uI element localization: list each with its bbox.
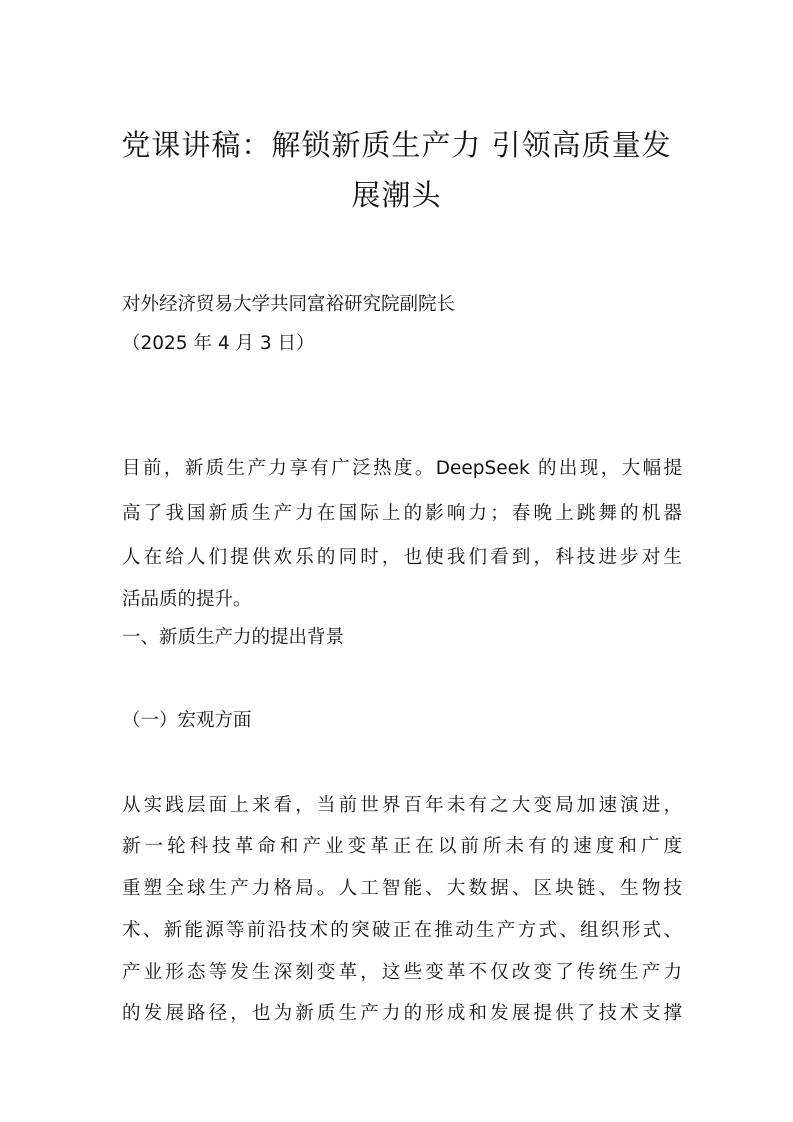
body-paragraph-line: 产业形态等发生深刻变革，这些变革不仅改变了传统生产力 bbox=[122, 962, 682, 983]
author-affiliation: 对外经济贸易大学共同富裕研究院副院长 bbox=[122, 294, 456, 315]
body-paragraph-line: 新一轮科技革命和产业变革正在以前所未有的速度和广度 bbox=[122, 836, 682, 857]
intro-paragraph-line: 人在给人们提供欢乐的同时，也使我们看到，科技进步对生 bbox=[122, 547, 682, 568]
document-title-line-1: 党课讲稿：解锁新质生产力 引领高质量发 bbox=[121, 128, 672, 162]
intro-paragraph-line: 活品质的提升。 bbox=[122, 589, 252, 610]
document-date: （2025 年 4 月 3 日） bbox=[122, 333, 315, 354]
document-title-line-2: 展潮头 bbox=[351, 178, 442, 212]
subsection-heading: （一）宏观方面 bbox=[122, 710, 252, 731]
body-paragraph-line: 的发展路径，也为新质生产力的形成和发展提供了技术支撑 bbox=[122, 1003, 682, 1024]
body-paragraph-line: 重塑全球生产力格局。人工智能、大数据、区块链、生物技 bbox=[122, 878, 682, 899]
intro-paragraph-line: 高了我国新质生产力在国际上的影响力；春晚上跳舞的机器 bbox=[122, 503, 682, 524]
intro-paragraph-line: 目前，新质生产力享有广泛热度。DeepSeek 的出现，大幅提 bbox=[122, 458, 682, 479]
body-paragraph-line: 从实践层面上来看，当前世界百年未有之大变局加速演进， bbox=[122, 795, 682, 816]
section-heading: 一、新质生产力的提出背景 bbox=[122, 627, 345, 648]
body-paragraph-line: 术、新能源等前沿技术的突破正在推动生产方式、组织形式、 bbox=[122, 920, 682, 941]
